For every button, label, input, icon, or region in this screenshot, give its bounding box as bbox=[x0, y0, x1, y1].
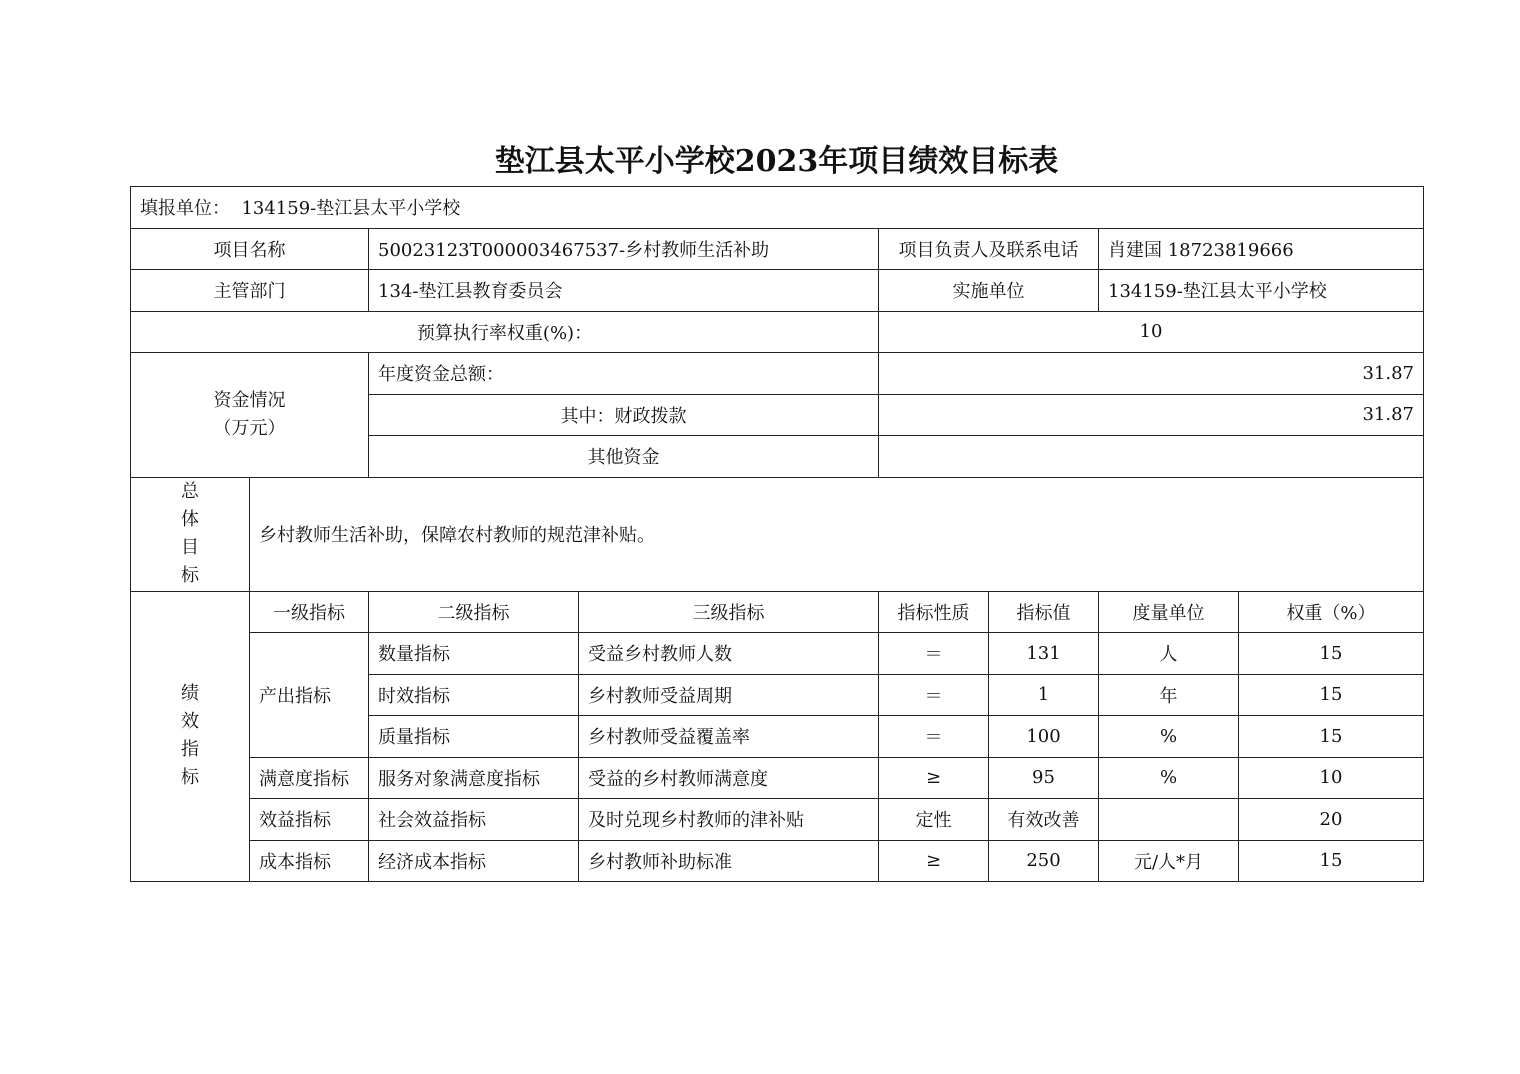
budget-weight-label: 预算执行率权重(%)： bbox=[131, 311, 879, 353]
filler-cell bbox=[131, 187, 1424, 229]
header-value: 指标值 bbox=[989, 591, 1099, 633]
goal-label bbox=[131, 477, 250, 591]
unit-cell: % bbox=[1099, 716, 1239, 758]
indicator-label-char: 指 bbox=[181, 739, 199, 761]
funds-label-line2: （万元） bbox=[213, 417, 286, 439]
filler-row bbox=[131, 187, 1424, 229]
funds-annual-row bbox=[131, 353, 1424, 395]
header-unit: 度量单位 bbox=[1099, 591, 1239, 633]
level1-cell: 满意度指标 bbox=[250, 757, 369, 799]
table-row bbox=[131, 799, 1424, 841]
value-cell: 131 bbox=[989, 633, 1099, 675]
weight-cell: 15 bbox=[1239, 840, 1424, 882]
unit-cell: 人 bbox=[1099, 633, 1239, 675]
unit-cell: 年 bbox=[1099, 674, 1239, 716]
indicator-label bbox=[131, 591, 250, 882]
performance-target-table bbox=[130, 186, 1424, 882]
goal-label-char: 标 bbox=[181, 565, 199, 586]
header-weight: 权重（%） bbox=[1239, 591, 1424, 633]
filler-label: 填报单位： bbox=[140, 198, 230, 220]
unit-cell: 元/人*月 bbox=[1099, 840, 1239, 882]
indicator-label-char: 效 bbox=[181, 711, 199, 733]
indicator-label-char: 标 bbox=[181, 767, 199, 789]
goal-text: 乡村教师生活补助，保障农村教师的规范津补贴。 bbox=[250, 477, 1424, 591]
table-row bbox=[131, 633, 1424, 675]
project-name-value: 50023123T000003467537-乡村教师生活补助 bbox=[369, 228, 879, 270]
unit-cell bbox=[1099, 799, 1239, 841]
funds-fiscal-value: 31.87 bbox=[879, 394, 1424, 436]
filler-value: 134159-垫江县太平小学校 bbox=[241, 198, 461, 220]
level2-cell: 服务对象满意度指标 bbox=[369, 757, 579, 799]
value-cell: 1 bbox=[989, 674, 1099, 716]
nature-cell: ≥ bbox=[879, 840, 989, 882]
header-level3: 三级指标 bbox=[579, 591, 879, 633]
level3-cell: 受益的乡村教师满意度 bbox=[579, 757, 879, 799]
table-row bbox=[131, 840, 1424, 882]
level2-cell: 经济成本指标 bbox=[369, 840, 579, 882]
budget-weight-row bbox=[131, 311, 1424, 353]
unit-cell: % bbox=[1099, 757, 1239, 799]
indicator-label-char: 绩 bbox=[181, 683, 199, 705]
impl-unit-label: 实施单位 bbox=[879, 270, 1099, 312]
weight-cell: 15 bbox=[1239, 674, 1424, 716]
funds-label-line1: 资金情况 bbox=[213, 389, 286, 411]
value-cell: 100 bbox=[989, 716, 1099, 758]
level2-cell: 数量指标 bbox=[369, 633, 579, 675]
table-row bbox=[131, 757, 1424, 799]
level1-cell: 成本指标 bbox=[250, 840, 369, 882]
value-cell: 有效改善 bbox=[989, 799, 1099, 841]
page-title: 垫江县太平小学校2023年项目绩效目标表 bbox=[494, 144, 1059, 179]
funds-annual-label: 年度资金总额： bbox=[369, 353, 879, 395]
project-name-label: 项目名称 bbox=[131, 228, 369, 270]
level3-cell: 及时兑现乡村教师的津补贴 bbox=[579, 799, 879, 841]
level2-cell: 社会效益指标 bbox=[369, 799, 579, 841]
department-label: 主管部门 bbox=[131, 270, 369, 312]
level2-cell: 时效指标 bbox=[369, 674, 579, 716]
value-cell: 250 bbox=[989, 840, 1099, 882]
goal-label-char: 总 bbox=[181, 481, 199, 502]
funds-other-label: 其他资金 bbox=[369, 436, 879, 478]
level3-cell: 乡村教师补助标准 bbox=[579, 840, 879, 882]
department-row bbox=[131, 270, 1424, 312]
header-level2: 二级指标 bbox=[369, 591, 579, 633]
level3-cell: 乡村教师受益覆盖率 bbox=[579, 716, 879, 758]
project-contact-label: 项目负责人及联系电话 bbox=[879, 228, 1099, 270]
funds-label bbox=[131, 353, 369, 478]
nature-cell: ＝ bbox=[879, 674, 989, 716]
project-row bbox=[131, 228, 1424, 270]
funds-fiscal-label: 其中：财政拨款 bbox=[369, 394, 879, 436]
goal-row bbox=[131, 477, 1424, 591]
nature-cell: ≥ bbox=[879, 757, 989, 799]
funds-other-value bbox=[879, 436, 1424, 478]
funds-annual-value: 31.87 bbox=[879, 353, 1424, 395]
header-nature: 指标性质 bbox=[879, 591, 989, 633]
goal-label-char: 体 bbox=[181, 509, 199, 530]
weight-cell: 10 bbox=[1239, 757, 1424, 799]
department-value: 134-垫江县教育委员会 bbox=[369, 270, 879, 312]
budget-weight-value: 10 bbox=[879, 311, 1424, 353]
level2-cell: 质量指标 bbox=[369, 716, 579, 758]
output-indicator-label: 产出指标 bbox=[250, 633, 369, 758]
nature-cell: ＝ bbox=[879, 716, 989, 758]
header-level1: 一级指标 bbox=[250, 591, 369, 633]
impl-unit-value: 134159-垫江县太平小学校 bbox=[1099, 270, 1424, 312]
project-contact-value: 肖建国 18723819666 bbox=[1099, 228, 1424, 270]
nature-cell: 定性 bbox=[879, 799, 989, 841]
level3-cell: 乡村教师受益周期 bbox=[579, 674, 879, 716]
indicator-header-row bbox=[131, 591, 1424, 633]
value-cell: 95 bbox=[989, 757, 1099, 799]
weight-cell: 20 bbox=[1239, 799, 1424, 841]
level3-cell: 受益乡村教师人数 bbox=[579, 633, 879, 675]
nature-cell: ＝ bbox=[879, 633, 989, 675]
weight-cell: 15 bbox=[1239, 633, 1424, 675]
level1-cell: 效益指标 bbox=[250, 799, 369, 841]
goal-label-char: 目 bbox=[181, 537, 199, 558]
weight-cell: 15 bbox=[1239, 716, 1424, 758]
